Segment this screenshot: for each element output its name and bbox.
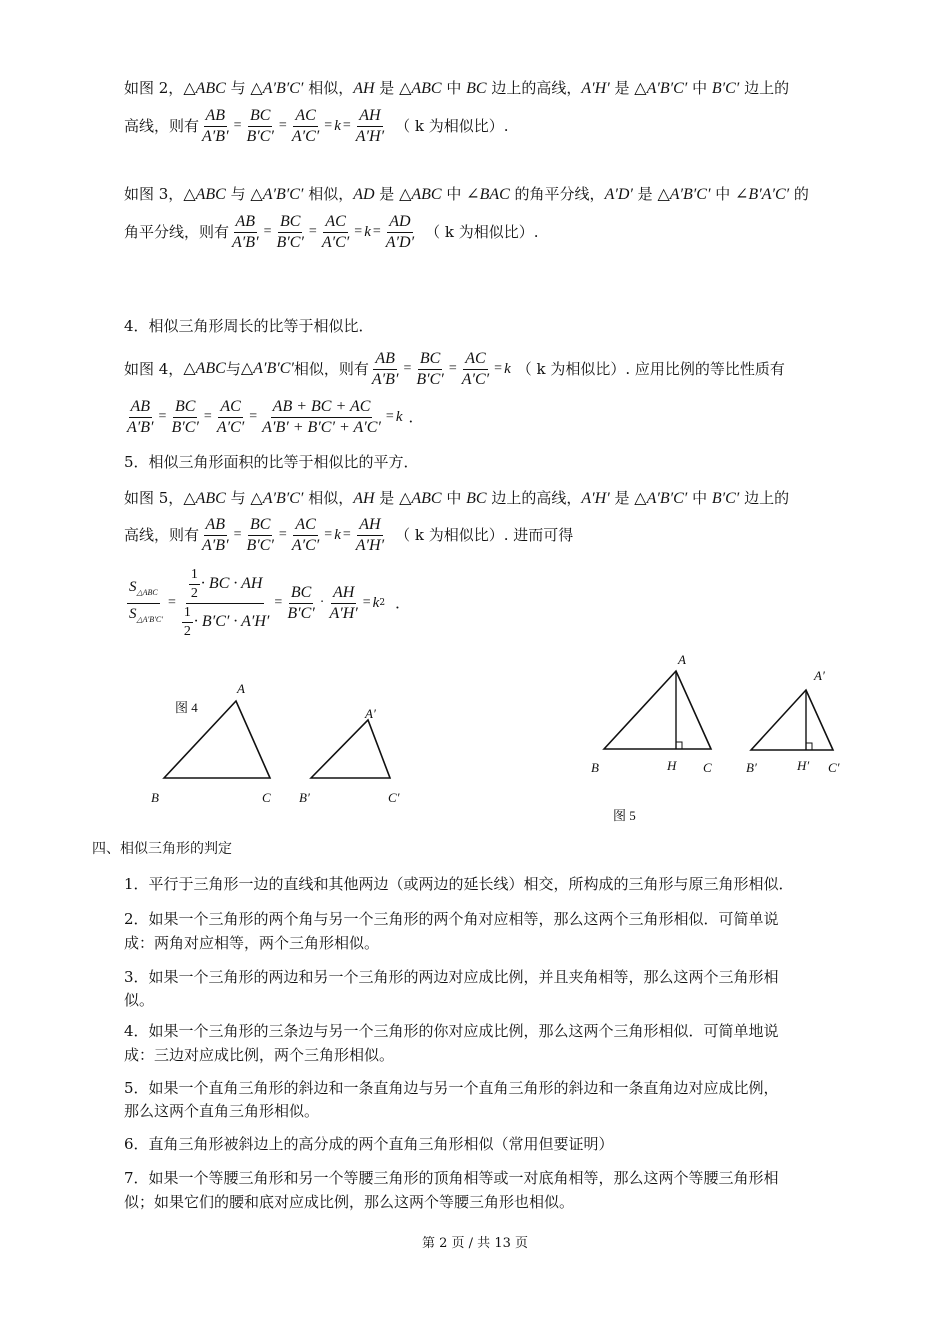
fig5-label-a: A — [678, 652, 686, 667]
rule-5-line2: 那么这两个直角三角形相似。 — [124, 1102, 320, 1120]
fig4-label-b: B — [151, 790, 159, 805]
rule-4-line1: 4．如果一个三角形的三条边与另一个三角形的你对应成比例，那么这两个三角形相似．可简单地说 — [124, 1022, 779, 1040]
ratio-perimeter: $\frac{AB + BC + AC}{A'B' + B'C' + A'C'}$ — [262, 397, 381, 436]
fig5-line1: 如图 5，△ABC 与 △A′B′C′ 相似，AH 是 △ABC 中 BC 边上的高线，A′H′ 是 △A′B′C′ 中 B′C′ 边上的 — [124, 489, 790, 507]
fig5-label-b2: B′ — [746, 760, 757, 775]
fig5-caption: 图 5 — [613, 808, 636, 823]
ratio-bc: $\frac{BC}{B'C'}$ — [246, 106, 274, 145]
ratio-ah: $\frac{AH}{A'H'}$ — [355, 106, 385, 145]
section-title: 四、相似三角形的判定 — [92, 841, 232, 857]
fig5-right-angle-h2 — [806, 743, 812, 750]
fig3-line2: 角平分线，则有 $\frac{AB}{A'B'}$ = $\frac{BC}{B'C'}$ = $\frac{AC}{A'C'}$ = k = $\frac{AD}{A'D'}$ （ k 为相似比）. — [124, 212, 539, 251]
fig4-label-c2: C′ — [388, 790, 400, 805]
fig5-label-h: H — [667, 758, 677, 773]
fig4-line1: 如图 4， △ABC 与 △A′B′C′ 相似，则有 $\frac{AB}{A'B'}$ = $\frac{BC}{B'C'}$ = $\frac{AC}{A'C'}$ = k （ k 为相似比）. 应用比例的等比性质有 — [124, 349, 785, 388]
fig5-label-a2: A′ — [814, 668, 825, 683]
fig3-line1: 如图 3，△ABC 与 △A′B′C′ 相似，AD 是 △ABC 中 ∠BAC 的角平分线，A′D′ 是 △A′B′C′ 中 ∠B′A′C′ 的 — [124, 185, 809, 203]
rule-4-line2: 成：三边对应成比例，两个三角形相似。 — [124, 1046, 395, 1064]
rule-5-line1: 5．如果一个直角三角形的斜边和一条直角边与另一个直角三角形的斜边和一条直角边对应成比例， — [124, 1079, 779, 1097]
fig4-caption: 图 4 — [175, 700, 198, 715]
fig4-line2: $\frac{AB}{A'B'}$ = $\frac{BC}{B'C'}$ = $\frac{AC}{A'C'}$ = $\frac{AB + BC + AC}{A'B' + B'C' + A'C'}$ = k ． — [127, 397, 424, 436]
fig5-right-angle-h — [676, 742, 682, 749]
ratio-ad: $\frac{AD}{A'D'}$ — [385, 212, 415, 251]
rule-7-line2: 似；如果它们的腰和底对应成比例，那么这两个等腰三角形也相似。 — [124, 1193, 575, 1211]
ratio-ab: $\frac{AB}{A'B'}$ — [202, 106, 229, 145]
fig5-label-b: B — [591, 760, 599, 775]
fig2-line1: 如图 2，△ABC 与 △A′B′C′ 相似，AH 是 △ABC 中 BC 边上的高线，A′H′ 是 △A′B′C′ 中 B′C′ 边上的 — [124, 79, 790, 97]
rule-3-line2: 似。 — [124, 991, 155, 1009]
fig2-line2: 高线，则有 $\frac{AB}{A'B'}$ = $\frac{BC}{B'C'}$ = $\frac{AC}{A'C'}$ = k = $\frac{AH}{A'H'}$ （ k 为相似比）. — [124, 106, 509, 145]
fig5-label-h2: H′ — [797, 758, 810, 773]
rule-1: 1．平行于三角形一边的直线和其他两边（或两边的延长线）相交，所构成的三角形与原三角形相似． — [124, 875, 794, 893]
fig4-label-b2: B′ — [299, 790, 310, 805]
rule-2-line2: 成：两角对应相等，两个三角形相似。 — [124, 934, 380, 952]
rule-2-line1: 2．如果一个三角形的两个角与另一个三角形的两个角对应相等，那么这两个三角形相似．可简单说 — [124, 910, 779, 928]
page-footer: 第 2 页 / 共 13 页 — [422, 1236, 528, 1251]
fig5-label-c: C — [703, 760, 712, 775]
fig5-triangle-abc — [604, 671, 711, 749]
fig5-line2: 高线，则有 $\frac{AB}{A'B'}$ = $\frac{BC}{B'C'}$ = $\frac{AC}{A'C'}$ = k = $\frac{AH}{A'H'}$ （ k 为相似比）. 进而可得 — [124, 515, 574, 554]
fig5-label-c2: C′ — [828, 760, 840, 775]
fig4-triangle-a2b2c2 — [311, 720, 390, 778]
fig4-label-c: C — [262, 790, 271, 805]
rule-7-line1: 7．如果一个等腰三角形和另一个等腰三角形的顶角相等或一对底角相等，那么这两个等腰三角形相 — [124, 1169, 779, 1187]
fig4-label-a: A — [237, 681, 245, 696]
item-4: 4．相似三角形周长的比等于相似比． — [124, 317, 374, 335]
area-formula: $\frac{S_{\triangle ABC}}{S_{\triangle A'B'C'}}$ = $\frac{1}{2}$ · BC · AH $\frac{1}{2}$ · B′C′ · A′H′ = $\frac{BC}{B'C'}$ · $\frac{AH}{A'H'}$ = k 2 ． — [129, 566, 411, 639]
fig4-label-a2: A′ — [365, 706, 376, 721]
rule-3-line1: 3．如果一个三角形的两边和另一个三角形的两边对应成比例，并且夹角相等，那么这两个三角形相 — [124, 968, 779, 986]
fig5-triangle-a2b2c2 — [751, 690, 833, 750]
rule-6: 6．直角三角形被斜边上的高分成的两个直角三角形相似（常用但要证明） — [124, 1135, 614, 1153]
ratio-ac: $\frac{AC}{A'C'}$ — [291, 106, 320, 145]
item-5: 5．相似三角形面积的比等于相似比的平方． — [124, 453, 419, 471]
